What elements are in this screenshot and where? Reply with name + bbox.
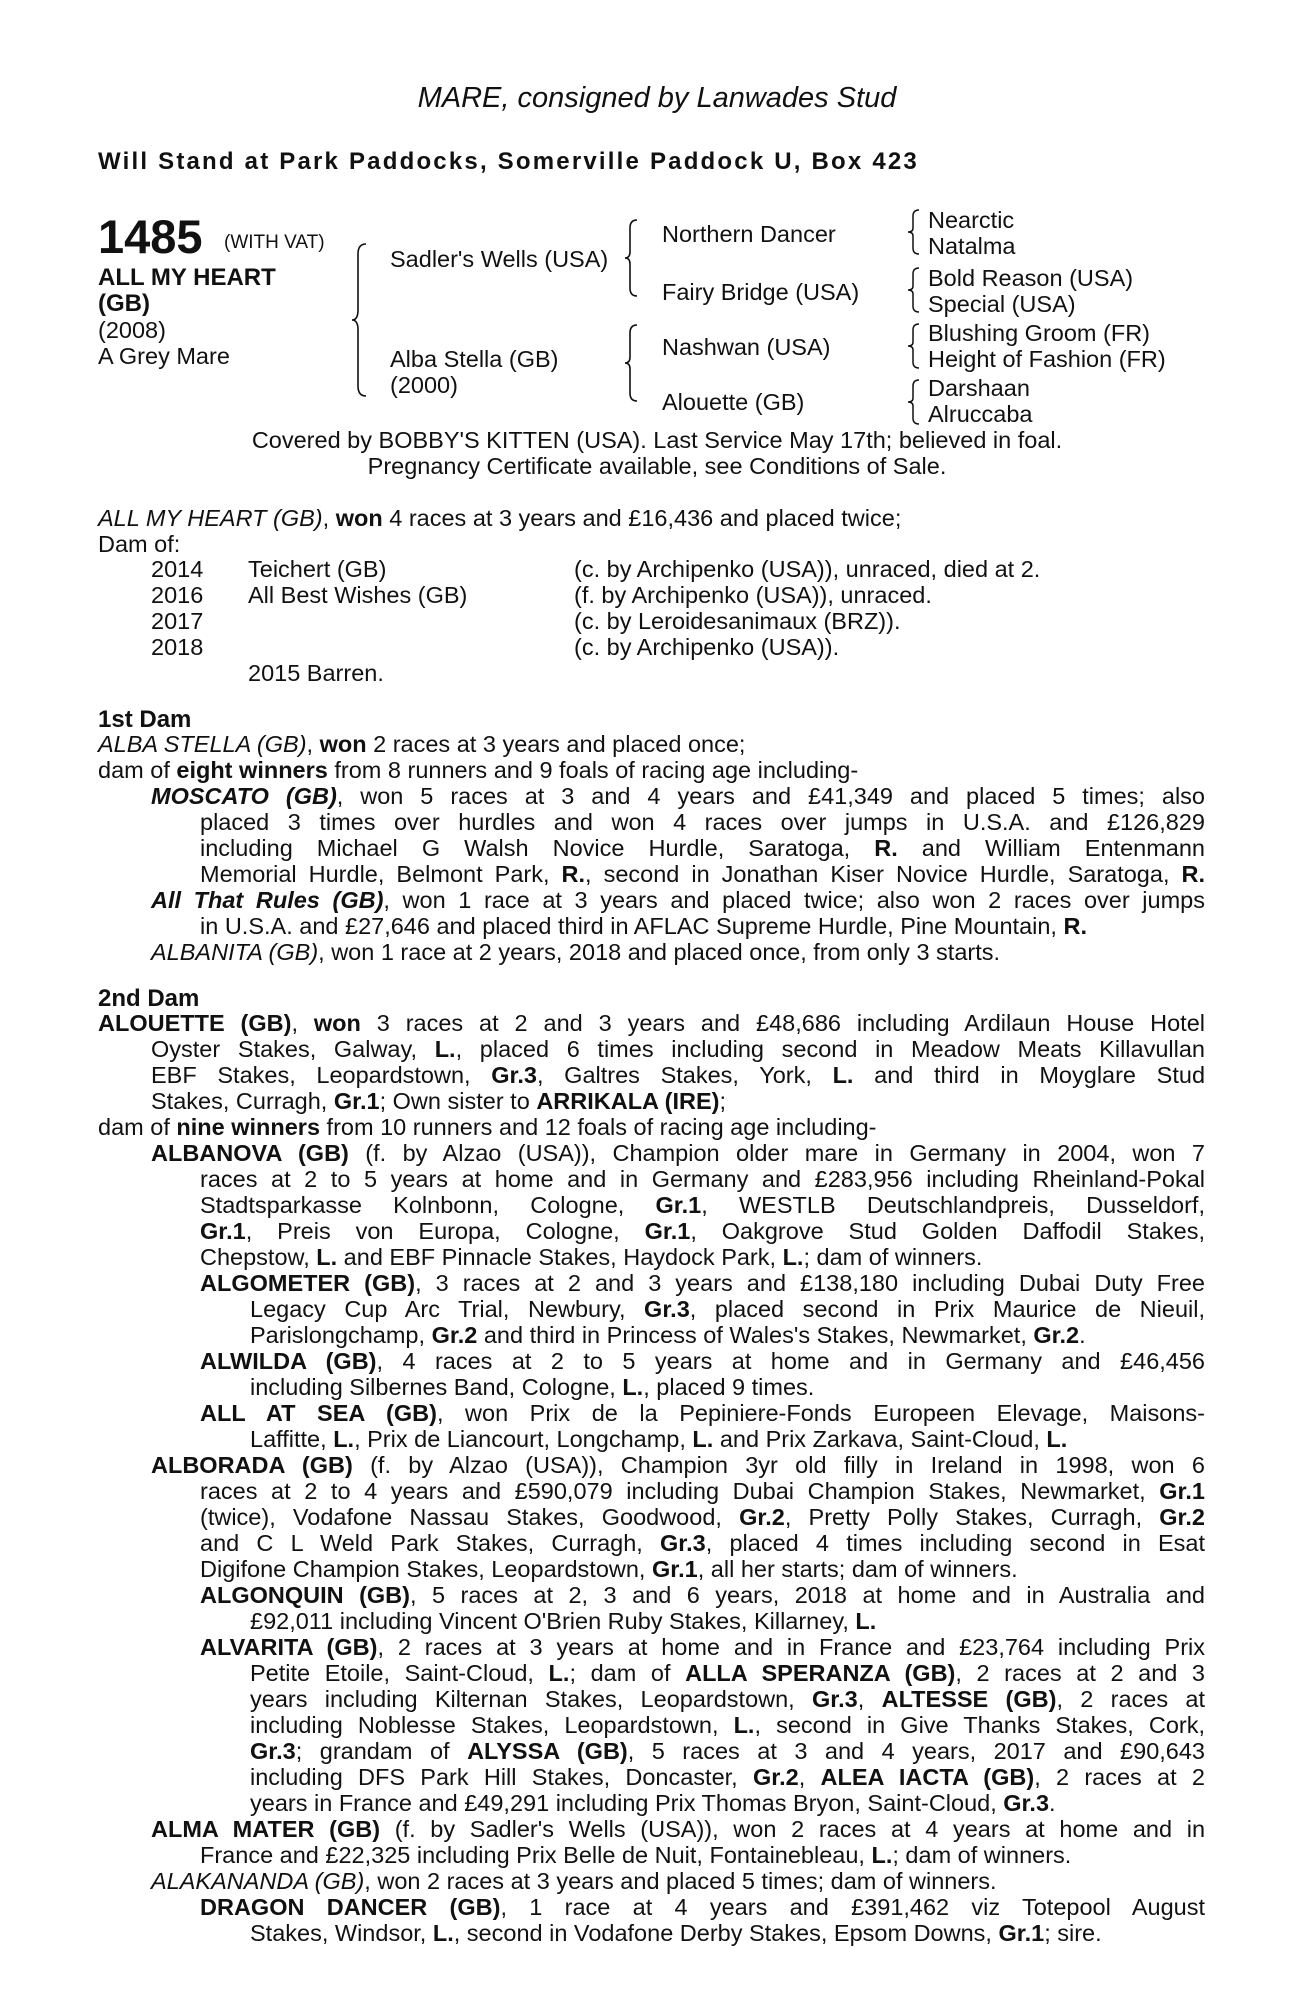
entry-alborada: races at 2 to 4 years and £590,079 including Dubai Champion Stakes, Newmarket, Gr.1 [200, 1478, 1205, 1504]
pedigree-sire: Sadler's Wells (USA) [390, 246, 609, 272]
vat-label: (WITH VAT) [224, 232, 325, 253]
entry-alvarita: ALVARITA (GB), 2 races at 3 years at home and in France and £23,764 including Prix [200, 1634, 1206, 1660]
first-dam-heading: 1st Dam [98, 706, 192, 733]
entry-albanova: Gr.1, Preis von Europa, Cologne, Gr.1, Oakgrove Stud Golden Daffodil Stakes, [200, 1218, 1206, 1244]
catalogue-title: MARE, consigned by Lanwades Stud [417, 82, 897, 114]
entry-alvarita: including Noblesse Stakes, Leopardstown, L., second in Give Thanks Stakes, Cork, [250, 1712, 1205, 1738]
pedigree-sds: Bold Reason (USA) [928, 265, 1134, 291]
entry-albanova: Stadtsparkasse Kolnbonn, Cologne, Gr.1, WESTLB Deutschlandpreis, Dusseldorf, [200, 1192, 1205, 1218]
pedigree-dss: Blushing Groom (FR) [928, 320, 1150, 346]
pedigree-brace-sd [908, 266, 922, 314]
produce-year: 2014 [151, 556, 204, 582]
entry-algonquin: £92,011 including Vincent O'Brien Ruby Stakes, Killarney, L. [250, 1608, 877, 1634]
first-dam-summary-b: from 8 runners and 9 foals of racing age including- [327, 757, 859, 783]
entry-dragon-dancer: Stakes, Windsor, L., second in Vodafone Derby Stakes, Epsom Downs, Gr.1; sire. [250, 1920, 1102, 1946]
entry-alborada: Digifone Champion Stakes, Leopardstown, Gr.1, all her starts; dam of winners. [200, 1556, 1018, 1582]
produce-desc: (c. by Archipenko (USA)), unraced, died at 2. [574, 556, 1041, 582]
entry-moscato: MOSCATO (GB), won 5 races at 3 and 4 years and £41,349 and placed 5 times; also [151, 783, 1205, 809]
entry-alma-mater: France and £22,325 including Prix Belle de Nuit, Fontainebleau, L.; dam of winners. [200, 1842, 1072, 1868]
pedigree-brace-gen1 [352, 240, 372, 400]
pedigree-sss: Nearctic [928, 207, 1015, 233]
entry-alwilda: ALWILDA (GB), 4 races at 2 to 5 years at home and in Germany and £46,456 [200, 1348, 1206, 1374]
entry-alma-mater: ALMA MATER (GB) (f. by Sadler's Wells (USA)), won 2 races at 4 years at home and in [151, 1816, 1206, 1842]
dam-of-label: Dam of: [98, 531, 181, 557]
pedigree-sd: Fairy Bridge (USA) [662, 279, 860, 305]
pedigree-brace-sire [625, 218, 641, 298]
entry-albanova: ALBANOVA (GB) (f. by Alzao (USA)), Champion older mare in Germany in 2004, won 7 [151, 1140, 1205, 1166]
produce-name: All Best Wishes (GB) [248, 582, 468, 608]
pedigree-brace-ds [908, 322, 922, 370]
entry-dragon-dancer: DRAGON DANCER (GB), 1 race at 4 years and £391,462 viz Totepool August [200, 1894, 1205, 1920]
pregnancy-line: Pregnancy Certificate available, see Conditions of Sale. [367, 453, 947, 479]
entry-alouette: Stakes, Curragh, Gr.1; Own sister to ARRIKALA (IRE); [151, 1088, 727, 1114]
mare-record-name: ALL MY HEART (GB) [98, 505, 323, 531]
first-dam-name: ALBA STELLA (GB) [98, 731, 307, 757]
mare-record: ALL MY HEART (GB), won 4 races at 3 years and £16,436 and placed twice; [98, 505, 902, 531]
entry-alborada: ALBORADA (GB) (f. by Alzao (USA)), Champion 3yr old filly in Ireland in 1998, won 6 [151, 1452, 1205, 1478]
first-dam-won: won [319, 731, 367, 757]
location-line: Will Stand at Park Paddocks, Somerville Paddock U, Box 423 [98, 148, 919, 175]
first-dam-summary-a: dam of [98, 757, 177, 783]
produce-desc: (c. by Archipenko (USA)). [574, 634, 840, 660]
pedigree-ssd: Natalma [928, 233, 1016, 259]
pedigree-dsd: Height of Fashion (FR) [928, 346, 1166, 372]
entry-alouette: Oyster Stakes, Galway, L., placed 6 times including second in Meadow Meats Killavullan [151, 1036, 1205, 1062]
second-dam-heading: 2nd Dam [98, 985, 200, 1012]
entry-albanova: Chepstow, L. and EBF Pinnacle Stakes, Haydock Park, L.; dam of winners. [200, 1244, 983, 1270]
entry-alwilda: including Silbernes Band, Cologne, L., placed 9 times. [250, 1374, 815, 1400]
pedigree-ddd: Alruccaba [928, 401, 1033, 427]
produce-desc: (c. by Leroidesanimaux (BRZ)). [574, 608, 901, 634]
pedigree-dam: Alba Stella (GB) [390, 346, 559, 372]
pedigree-sdd: Special (USA) [928, 291, 1076, 317]
entry-alvarita: years including Kilternan Stakes, Leopardstown, Gr.3, ALTESSE (GB), 2 races at [250, 1686, 1206, 1712]
first-dam-record-text: 2 races at 3 years and placed once; [366, 731, 746, 757]
entry-moscato: Memorial Hurdle, Belmont Park, R., second in Jonathan Kiser Novice Hurdle, Saratoga, R. [200, 861, 1205, 887]
entry-alouette: ALOUETTE (GB), won 3 races at 2 and 3 years and £48,686 including Ardilaun House Hotel [98, 1010, 1205, 1036]
pedigree-ss: Northern Dancer [662, 221, 836, 247]
entry-alouette: EBF Stakes, Leopardstown, Gr.3, Galtres Stakes, York, L. and third in Moyglare Stud [151, 1062, 1206, 1088]
entry-algometer: ALGOMETER (GB), 3 races at 2 and 3 years and £138,180 including Dubai Duty Free [200, 1270, 1205, 1296]
pedigree-ds: Nashwan (USA) [662, 334, 831, 360]
produce-year: 2017 [151, 608, 204, 634]
covered-line: Covered by BOBBY'S KITTEN (USA). Last Service May 17th; believed in foal. [251, 427, 1063, 453]
entry-alborada: and C L Weld Park Stakes, Curragh, Gr.3, placed 4 times including second in Esat [200, 1530, 1205, 1556]
horse-year: (2008) [98, 317, 166, 343]
entry-all-that-rules: in U.S.A. and £27,646 and placed third in AFLAC Supreme Hurdle, Pine Mountain, R. [200, 913, 1087, 939]
horse-description: A Grey Mare [98, 343, 230, 369]
entry-alvarita: Gr.3; grandam of ALYSSA (GB), 5 races at 3 and 4 years, 2017 and £90,643 [250, 1738, 1205, 1764]
lot-number: 1485 [98, 210, 203, 263]
produce-name: Teichert (GB) [248, 556, 387, 582]
entry-alvarita: Petite Etoile, Saint-Cloud, L.; dam of ALLA SPERANZA (GB), 2 races at 2 and 3 [250, 1660, 1206, 1686]
first-dam-winners: eight winners [176, 757, 328, 783]
entry-alvarita: years in France and £49,291 including Prix Thomas Bryon, Saint-Cloud, Gr.3. [250, 1790, 1056, 1816]
horse-name: ALL MY HEART [98, 264, 276, 291]
entry-all-that-rules: All That Rules (GB), won 1 race at 3 years and placed twice; also won 2 races over jumps [151, 887, 1205, 913]
entry-alvarita: including DFS Park Hill Stakes, Doncaster, Gr.2, ALEA IACTA (GB), 2 races at 2 [250, 1764, 1205, 1790]
entry-moscato: including Michael G Walsh Novice Hurdle, Saratoga, R. and William Entenmann [200, 835, 1205, 861]
entry-all-at-sea: Laffitte, L., Prix de Liancourt, Longchamp, L. and Prix Zarkava, Saint-Cloud, L. [250, 1426, 1068, 1452]
mare-record-text: 4 races at 3 years and £16,436 and placed twice; [382, 505, 902, 531]
pedigree-dam-year: (2000) [390, 372, 458, 398]
entry-albanita: ALBANITA (GB), won 1 race at 2 years, 2018 and placed once, from only 3 starts. [151, 939, 1001, 965]
mare-record-won: won [335, 505, 383, 531]
second-dam-produce-summary: dam of nine winners from 10 runners and 12 foals of racing age including- [98, 1114, 877, 1140]
entry-albanova: races at 2 to 5 years at home and in Germany and £283,956 including Rheinland-Pokal [200, 1166, 1205, 1192]
horse-name-country: (GB) [98, 290, 150, 317]
pedigree-brace-dd [908, 378, 922, 426]
pedigree-dds: Darshaan [928, 375, 1030, 401]
first-dam-produce-summary [98, 758, 858, 784]
first-dam-record: ALBA STELLA (GB), won 2 races at 3 years and placed once; [98, 731, 746, 757]
pedigree-brace-ss [908, 208, 922, 256]
entry-algometer: Legacy Cup Arc Trial, Newbury, Gr.3, placed second in Prix Maurice de Nieuil, [250, 1296, 1205, 1322]
entry-alborada: (twice), Vodafone Nassau Stakes, Goodwood, Gr.2, Pretty Polly Stakes, Curragh, Gr.2 [200, 1504, 1205, 1530]
entry-alakananda: ALAKANANDA (GB), won 2 races at 3 years and placed 5 times; dam of winners. [151, 1868, 997, 1894]
entry-algometer: Parislongchamp, Gr.2 and third in Princess of Wales's Stakes, Newmarket, Gr.2. [250, 1322, 1086, 1348]
produce-desc: (f. by Archipenko (USA)), unraced. [574, 582, 932, 608]
produce-year: 2018 [151, 634, 204, 660]
entry-moscato: placed 3 times over hurdles and won 4 races over jumps in U.S.A. and £126,829 [200, 809, 1205, 835]
pedigree-brace-dam [625, 323, 641, 403]
barren-note: 2015 Barren. [248, 660, 384, 686]
entry-all-at-sea: ALL AT SEA (GB), won Prix de la Pepiniere-Fonds Europeen Elevage, Maisons- [200, 1400, 1205, 1426]
pedigree-dd: Alouette (GB) [662, 389, 805, 415]
entry-algonquin: ALGONQUIN (GB), 5 races at 2, 3 and 6 years, 2018 at home and in Australia and [200, 1582, 1205, 1608]
produce-year: 2016 [151, 582, 204, 608]
